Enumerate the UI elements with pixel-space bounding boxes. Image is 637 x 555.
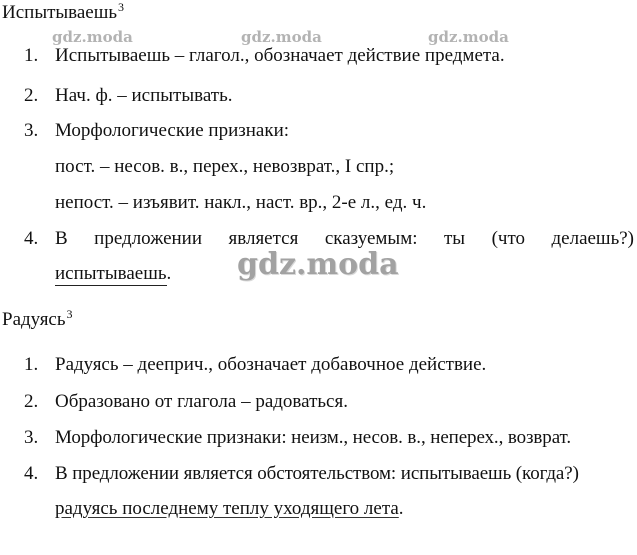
item-number: 1. [24,354,39,375]
item-number: 4. [24,463,39,484]
period: . [398,498,404,519]
word: (что [491,228,525,249]
item-text: Образовано от глагола – радоваться. [55,391,348,412]
word: предложении [94,228,203,249]
section1-item-4-line2 [55,264,171,283]
word: делаешь?) [551,228,634,249]
section2-title-sup: 3 [66,307,73,321]
section1-subline-1: пост. – несов. в., перех., невозврат., I спр.; [55,156,395,177]
word: сказуемым: [324,228,418,249]
item-number: 2. [24,85,39,106]
word: В [55,228,68,249]
section1-item-4-number: 4. [24,228,39,249]
section1-title-sup: 3 [118,0,125,14]
item-text: Морфологические признаки: [55,120,290,141]
item-text: Морфологические признаки: неизм., несов. в., неперех., возврат. [55,427,571,448]
watermark-1: gdz.moda [52,28,133,46]
underlined-adverbial: радуясь последнему теплу уходящего лета [55,498,399,519]
section1-subline-2: непост. – изъявит. накл., наст. вр., 2-е л., ед. ч. [55,192,427,213]
word: ты [444,228,466,249]
watermark-big: gdz.moda [237,247,399,282]
watermark-2: gdz.moda [241,28,322,46]
section2-title-text: Радуясь [2,309,66,330]
underlined-predicate: испытываешь [55,263,167,284]
item-text: Нач. ф. – испытывать. [55,85,233,106]
item-text: Испытываешь – глагол., обозначает действие предмета. [55,45,505,66]
item-text: В предложении является обстоятельством: испытываешь (когда?) [55,463,579,484]
item-number: 2. [24,391,39,412]
item-number: 1. [24,45,39,66]
item-number: 3. [24,120,39,141]
section1-title [2,0,125,23]
word: является [228,228,299,249]
period: . [166,263,172,284]
section2-item-4-line2 [55,499,404,518]
section1-title-text: Испытываешь [2,2,118,23]
item-text: Радуясь – дееприч., обозначает добавочное действие. [55,354,487,375]
watermark-3: gdz.moda [428,28,509,46]
item-number: 3. [24,427,39,448]
section2-title [2,307,73,330]
section1-item-4-line1 [55,229,634,248]
